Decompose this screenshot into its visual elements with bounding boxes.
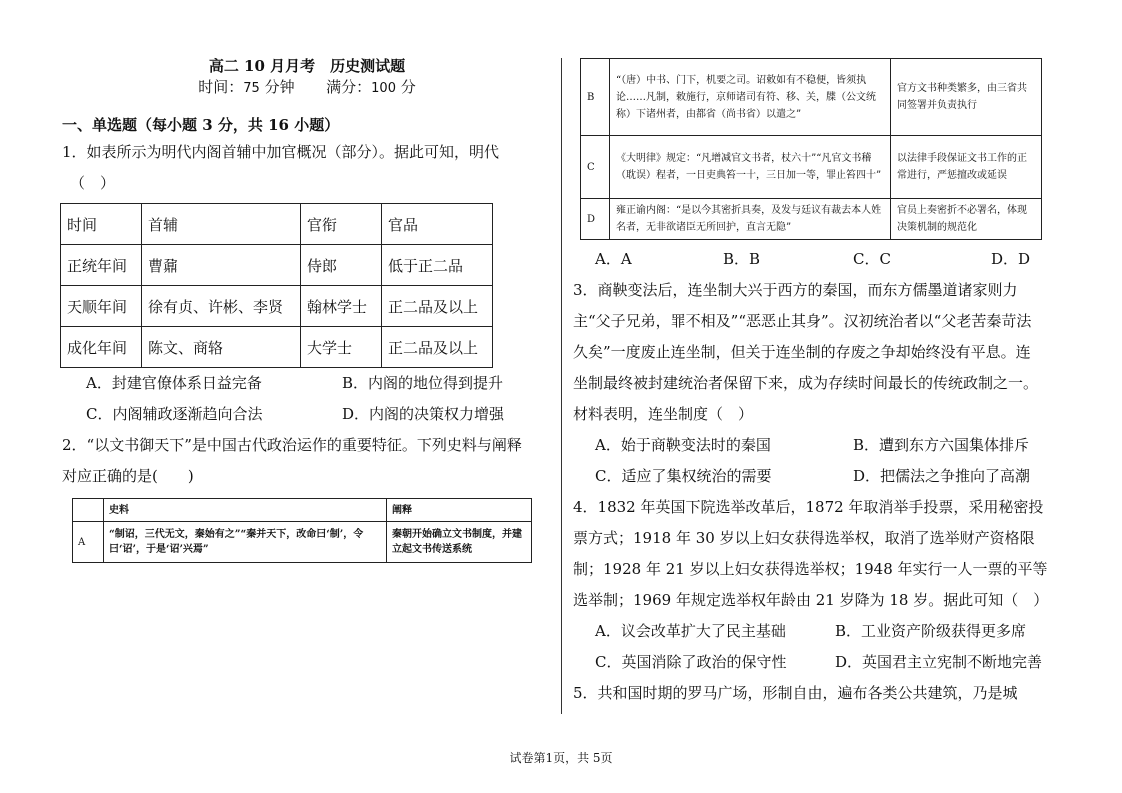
- option-a[interactable]: A．封建官僚体系日益完备: [86, 374, 262, 392]
- q5-line: 5．共和国时期的罗马广场，形制自由，遍布各类公共建筑，乃是城: [573, 684, 1018, 702]
- q3-options-row2: [573, 461, 1073, 492]
- table-cell: 大学士: [301, 327, 382, 368]
- column-divider: [561, 58, 562, 714]
- table-cell: “制诏，三代无文，秦始有之”“秦并天下，改命曰‘制’，令曰‘诏’，于是‘诏’兴焉”: [104, 522, 387, 563]
- table-header-cell: 阐释: [387, 499, 532, 522]
- q3-line: 主“父子兄弟，罪不相及”“恶恶止其身”。汉初统治者以“父老苦秦苛法: [573, 312, 1032, 330]
- q1-table: [60, 203, 493, 368]
- table-cell: 雍正谕内阁：“是以今其密折具奏，及发与廷议有裁去本人姓名者，无非欲诸臣无所回护，直言无隐”: [610, 199, 891, 240]
- table-cell: 《大明律》规定：“凡增减官文书者，杖六十”“凡官文书稽（耽误）程者，一日吏典笞一十，三日加一等，罪止笞四十”: [610, 136, 891, 199]
- table-cell: 官方文书种类繁多，由三省共同签署并负责执行: [891, 59, 1042, 136]
- option-a[interactable]: A．始于商鞅变法时的秦国: [595, 436, 771, 454]
- q2-stem-line2: 对应正确的是( ): [62, 467, 194, 485]
- table-row: [61, 327, 493, 368]
- left-column: [62, 56, 552, 563]
- table-cell: “（唐）中书、门下，机要之司。诏敕如有不稳便，皆须执论……凡制，敕施行，京师诸司有符、移、关，牒（公文统称）下诸州者，由都省（尚书省）以遣之”: [610, 59, 891, 136]
- table-header-cell: 官品: [382, 204, 493, 245]
- q1-options-row2: [62, 399, 552, 430]
- table-cell: 曹鼐: [142, 245, 301, 286]
- page-footer: 试卷第1页，共 5页: [509, 751, 613, 765]
- table-cell: 翰林学士: [301, 286, 382, 327]
- table-cell: 正统年间: [61, 245, 142, 286]
- q3-line: 坐制最终被封建统治者保留下来，成为存续时间最长的传统政制之一。: [573, 374, 1039, 392]
- table-cell: 成化年间: [61, 327, 142, 368]
- table-header-cell: [73, 499, 104, 522]
- q3-line: 材料表明，连坐制度（ ）: [573, 405, 754, 423]
- time-value: 75: [243, 81, 260, 96]
- option-b[interactable]: B．B: [723, 250, 761, 268]
- q2-table-part2: [580, 58, 1042, 240]
- option-c[interactable]: C．适应了集权统治的需要: [595, 467, 772, 485]
- q3-line: 3．商鞅变法后，连坐制大兴于西方的秦国，而东方儒墨道诸家则力: [573, 281, 1018, 299]
- q4-line: 4．1832 年英国下院选举改革后，1872 年取消举手投票，采用秘密投: [573, 498, 1044, 516]
- score-unit: 分: [395, 78, 416, 96]
- option-b[interactable]: B．内阁的地位得到提升: [342, 374, 504, 392]
- table-header-cell: 史料: [104, 499, 387, 522]
- q2-stem-line1: 2．“以文书御天下”是中国古代政治运作的重要特征。下列史料与阐释: [62, 436, 522, 454]
- q2-table-part1: [72, 498, 532, 563]
- table-cell: 秦朝开始确立文书制度，并建立起文书传送系统: [387, 522, 532, 563]
- table-header-cell: 官衔: [301, 204, 382, 245]
- q2-options: [573, 244, 1073, 275]
- option-c[interactable]: C．英国消除了政治的保守性: [595, 653, 787, 671]
- table-row: [581, 136, 1042, 199]
- row-label: D: [581, 199, 610, 240]
- option-b[interactable]: B．遭到东方六国集体排斥: [853, 436, 1030, 454]
- time-unit: 分钟: [259, 78, 295, 96]
- row-label: C: [581, 136, 610, 199]
- section-heading: 一、单选题（每小题 3 分，共 16 小题）: [62, 116, 340, 134]
- table-cell: 正二品及以上: [382, 286, 493, 327]
- table-header-cell: 时间: [61, 204, 142, 245]
- table-header-row: [61, 204, 493, 245]
- table-header-cell: 首辅: [142, 204, 301, 245]
- option-c[interactable]: C．内阁辅政逐渐趋向合法: [86, 405, 263, 423]
- q3-line: 久矣”一度废止连坐制，但关于连坐制的存废之争却始终没有平息。连: [573, 343, 1031, 361]
- option-d[interactable]: D．内阁的决策权力增强: [342, 405, 505, 423]
- option-d[interactable]: D．英国君主立宪制不断地完善: [835, 653, 1043, 671]
- score-value: 100: [371, 81, 396, 96]
- table-row: [61, 245, 493, 286]
- q4-options-row2: [573, 647, 1073, 678]
- table-cell: 以法律手段保证文书工作的正常进行，严惩擅改或延误: [891, 136, 1042, 199]
- table-row: [73, 522, 532, 563]
- q1-stem-line2: （ ）: [70, 174, 116, 192]
- table-cell: 天顺年间: [61, 286, 142, 327]
- time-label: 时间：: [198, 78, 244, 96]
- q1-options-row1: [62, 368, 552, 399]
- q1-stem-line1: 1．如表所示为明代内阁首辅中加官概况（部分）。据此可知，明代: [62, 143, 500, 161]
- row-label: A: [73, 522, 104, 563]
- option-c[interactable]: C．C: [853, 250, 891, 268]
- table-row: [581, 59, 1042, 136]
- exam-title: 高二 10 月月考 历史测试题: [208, 57, 406, 75]
- table-cell: 侍郎: [301, 245, 382, 286]
- table-row: [581, 199, 1042, 240]
- q3-options-row1: [573, 430, 1073, 461]
- q4-line: 票方式；1918 年 30 岁以上妇女获得选举权，取消了选举财产资格限: [573, 529, 1035, 547]
- exam-meta: [62, 76, 552, 100]
- table-header-row: [73, 499, 532, 522]
- q4-line: 制；1928 年 21 岁以上妇女获得选举权；1948 年实行一人一票的平等: [573, 560, 1048, 578]
- right-column: [573, 58, 1073, 709]
- option-b[interactable]: B．工业资产阶级获得更多席: [835, 622, 1027, 640]
- table-cell: 徐有贞、许彬、李贤: [142, 286, 301, 327]
- option-d[interactable]: D．D: [991, 250, 1031, 268]
- table-row: [61, 286, 493, 327]
- score-label: 满分：: [326, 78, 372, 96]
- table-cell: 官员上奏密折不必署名，体现决策机制的规范化: [891, 199, 1042, 240]
- table-cell: 正二品及以上: [382, 327, 493, 368]
- row-label: B: [581, 59, 610, 136]
- q4-line: 选举制；1969 年规定选举权年龄由 21 岁降为 18 岁。据此可知（ ）: [573, 591, 1049, 609]
- table-cell: 陈文、商辂: [142, 327, 301, 368]
- option-a[interactable]: A．议会改革扩大了民主基础: [595, 622, 786, 640]
- q4-options-row1: [573, 616, 1073, 647]
- table-cell: 低于正二品: [382, 245, 493, 286]
- option-d[interactable]: D．把儒法之争推向了高潮: [853, 467, 1031, 485]
- option-a[interactable]: A．A: [595, 250, 632, 268]
